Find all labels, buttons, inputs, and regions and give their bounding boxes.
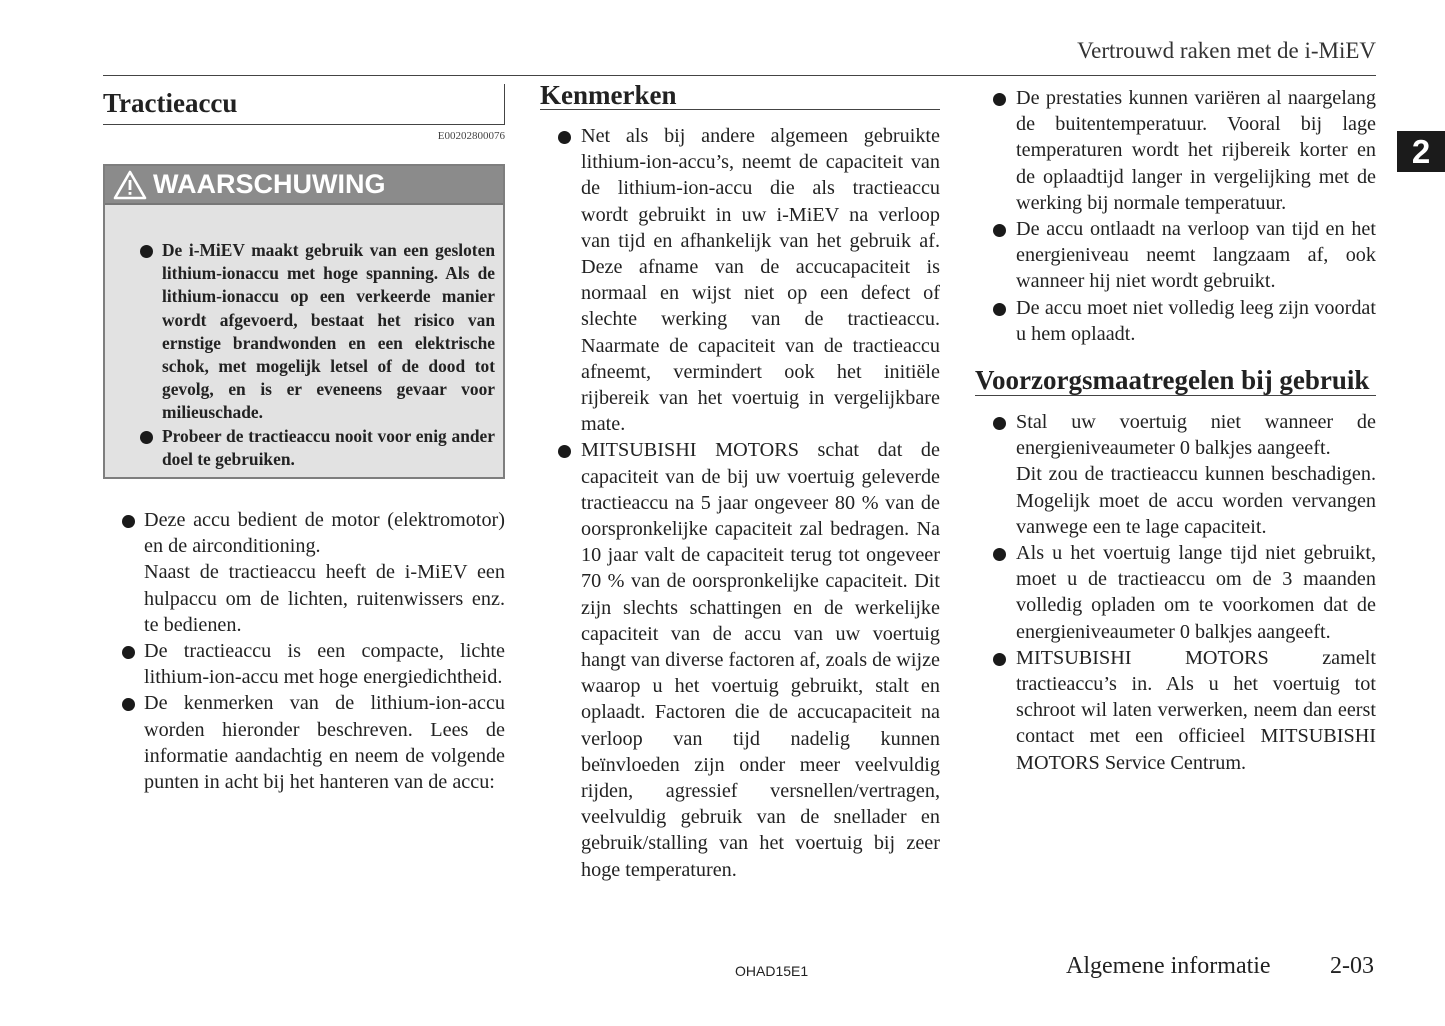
- bullet-icon: [122, 698, 135, 711]
- left-column: [103, 84, 505, 795]
- bullet-icon: [122, 515, 135, 528]
- list-item: Stal uw voertuig niet wanneer de energieniveaumeter 0 balkjes aangeeft. Dit zou de tractieaccu kunnen beschadigen. Mogelijk moet de accu worden vervangen vanwege een te lage capaciteit.: [975, 409, 1376, 540]
- list-item: De tractieaccu is een compacte, lichte lithium-ion-accu met hoge energiedichtheid.: [103, 638, 505, 690]
- running-header-title: Vertrouwd raken met de i-MiEV: [1077, 38, 1376, 63]
- list-item: MITSUBISHI MOTORS zamelt tractieaccu’s in. Als u het voertuig tot schroot wil laten verwerken, neem dan eerst contact met een officieel MITSUBISHI MOTORS Service Centrum.: [975, 645, 1376, 776]
- heading-voorzorgsmaatregelen: Voorzorgsmaatregelen bij gebruik: [975, 367, 1376, 396]
- footer-page-number: 2-03: [1330, 953, 1374, 979]
- bullet-icon: [993, 224, 1006, 237]
- warning-header: [105, 166, 503, 205]
- bullet-icon: [558, 131, 571, 144]
- heading-kenmerken: Kenmerken: [540, 82, 940, 110]
- footer-doc-code: OHAD15E1: [735, 963, 809, 979]
- right-top-bullet-list: [975, 85, 1376, 347]
- header-rule: [103, 75, 1376, 76]
- bullet-icon: [140, 245, 153, 258]
- warning-item: De i-MiEV maakt gebruik van een gesloten lithium-ionaccu met hoge spanning. Als de lithium-ionaccu op een verkeerde manier wordt afgevoerd, bestaat het risico van ernstige brandwonden en een elektrische schok, met mogelijk letsel of de dood tot gevolg, en is er eveneens gevaar voor milieuschade.: [121, 239, 495, 425]
- sub-paragraph: Dit zou de tractieaccu kunnen beschadigen. Mogelijk moet de accu worden vervangen vanwege een te lage capaciteit.: [1016, 463, 1376, 538]
- sub-paragraph: Naast de tractieaccu heeft de i-MiEV een hulpaccu om de lichten, ruitenwissers enz. te bedienen.: [144, 561, 505, 636]
- warning-item: Probeer de tractieaccu nooit voor enig ander doel te gebruiken.: [121, 425, 495, 471]
- left-bullet-list: [103, 507, 505, 795]
- section-title: Tractieaccu: [103, 88, 238, 118]
- chapter-tab: 2: [1397, 131, 1445, 172]
- middle-column: [540, 80, 940, 883]
- bullet-icon: [140, 431, 153, 444]
- bullet-icon: [122, 646, 135, 659]
- list-item: Als u het voertuig lange tijd niet gebruikt, moet u de tractieaccu om de 3 maanden volledig opladen om te voorkomen dat de energieniveaumeter 0 balkjes aangeeft.: [975, 540, 1376, 645]
- bullet-icon: [558, 445, 571, 458]
- footer-section-name: Algemene informatie: [1066, 953, 1271, 979]
- bullet-icon: [993, 303, 1006, 316]
- bullet-icon: [993, 417, 1006, 430]
- list-item: De accu ontlaadt na verloop van tijd en het energieniveau neemt langzaam af, ook wanneer hij niet wordt gebruikt.: [975, 216, 1376, 295]
- warning-triangle-icon: [113, 170, 147, 200]
- list-item: De accu moet niet volledig leeg zijn voordat u hem oplaadt.: [975, 295, 1376, 347]
- bullet-icon: [993, 548, 1006, 561]
- right-column: [975, 85, 1376, 776]
- section-title-box: [103, 84, 505, 125]
- warning-box: [103, 164, 505, 479]
- list-item: Net als bij andere algemeen gebruikte lithium-ion-accu’s, neemt de capaciteit van de lithium-ion-accu die als tractieaccu wordt gebruikt in uw i-MiEV na verloop van tijd en afhankelijk van het gebruik af. Deze afname van de accucapaciteit is normaal en wijst niet op een defect of slechte werking van de tractieaccu. Naarmate de capaciteit van de tractieaccu afneemt, vermindert ook het initiële rijbereik van het voertuig in vergelijkbare mate.: [540, 123, 940, 437]
- section-code: E00202800076: [437, 130, 505, 142]
- right-bottom-bullet-list: [975, 409, 1376, 776]
- list-item: De kenmerken van de lithium-ion-accu worden hieronder beschreven. Lees de informatie aandachtig en neem de volgende punten in acht bij het hanteren van de accu:: [103, 690, 505, 795]
- bullet-icon: [993, 653, 1006, 666]
- list-item: Deze accu bedient de motor (elektromotor) en de airconditioning. Naast de tractieaccu heeft de i-MiEV een hulpaccu om de lichten, ruitenwissers enz. te bedienen.: [103, 507, 505, 638]
- list-item: MITSUBISHI MOTORS schat dat de capaciteit van de bij uw voertuig geleverde tractieaccu na 5 jaar ongeveer 80 % van de oorspronkelijke capaciteit zal bedragen. Na 10 jaar valt de capaciteit terug tot ongeveer 70 % van de oorspronkelijke capaciteit. Dit zijn slechts schattingen en de werkelijke capaciteit van de accu van uw voertuig hangt van diverse factoren af, zoals de wijze waarop u het voertuig gebruikt, stalt en oplaadt. Factoren die de accucapaciteit na verloop van tijd nadelig kunnen beïnvloeden zijn onder meer veelvuldig rijden, agressief versnellen/vertragen, veelvuldig gebruik van de snellader en gebruik/stalling van het voertuig bij zeer hoge temperaturen.: [540, 437, 940, 882]
- warning-title: WAARSCHUWING: [153, 169, 386, 200]
- bullet-icon: [993, 93, 1006, 106]
- middle-bullet-list: [540, 123, 940, 883]
- list-item: De prestaties kunnen variëren al naargelang de buitentemperatuur. Vooral bij lage temperaturen wordt het rijbereik korter en de oplaadtijd langer in vergelijking met de werking bij normale temperatuur.: [975, 85, 1376, 216]
- warning-body: [105, 205, 503, 477]
